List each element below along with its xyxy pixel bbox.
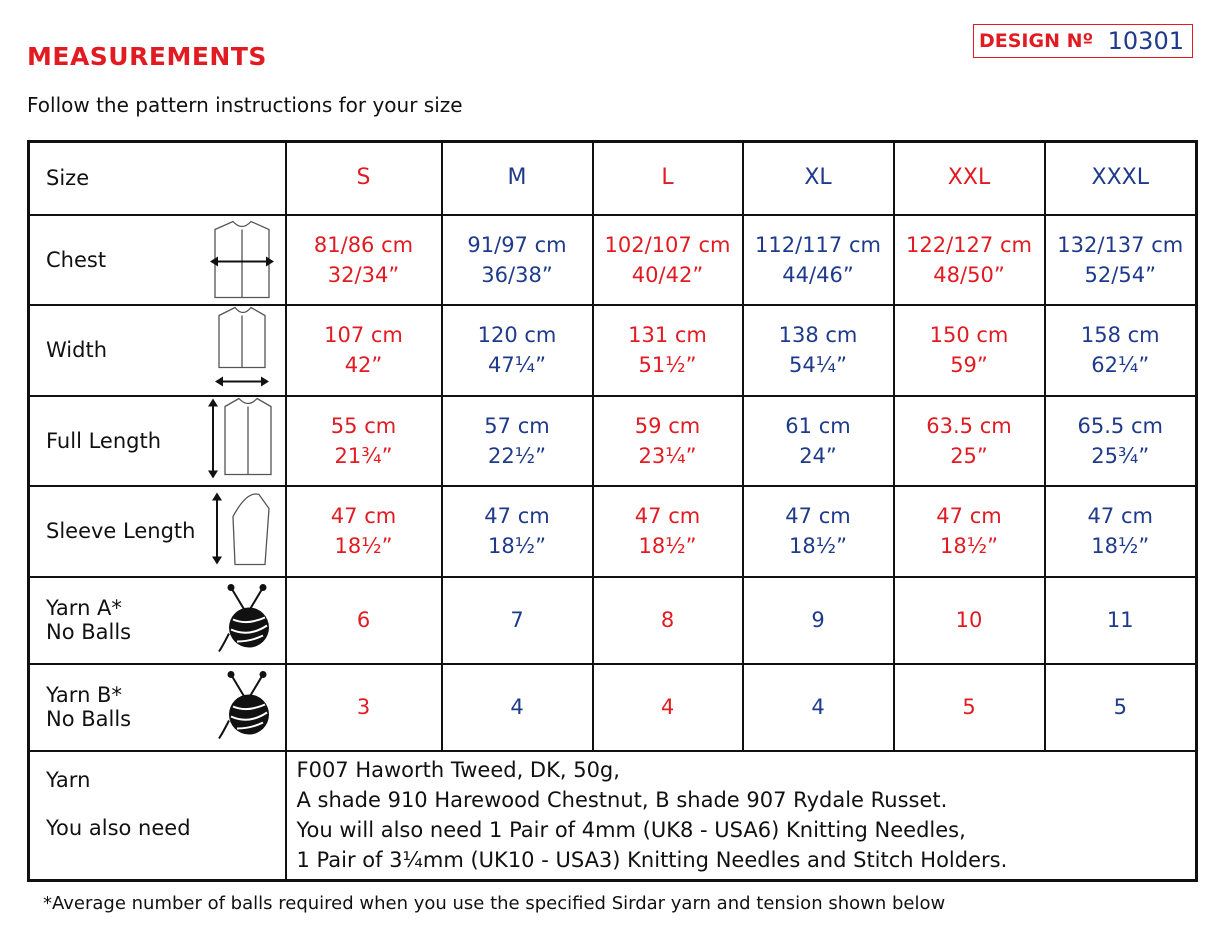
size-header: XXL bbox=[894, 142, 1045, 215]
chest-cm: 81/86 cm bbox=[313, 232, 414, 257]
length-in: 22½” bbox=[488, 443, 546, 468]
sleeve-cm: 47 cm bbox=[484, 504, 550, 528]
length-cm: 59 cm bbox=[634, 413, 701, 438]
width-garment-icon bbox=[207, 306, 277, 395]
yarn-text-line: 1 Pair of 3¼mm (UK10 - USA3) Knitting Needles and Stitch Holders. bbox=[296, 848, 1008, 873]
also-need-label: You also need bbox=[46, 815, 191, 840]
sleeve-cm: 47 cm bbox=[1087, 504, 1153, 528]
table-row bbox=[29, 305, 1197, 396]
row-label-full-length: Full Length bbox=[29, 396, 286, 486]
length-in: 21¾” bbox=[334, 443, 393, 468]
measurements-table bbox=[27, 140, 1198, 882]
width-cm: 107 cm bbox=[324, 323, 403, 347]
sleeve-in: 18½” bbox=[1091, 534, 1150, 558]
sleeve-cm: 47 cm bbox=[785, 504, 851, 528]
width-cm: 131 cm bbox=[628, 323, 707, 347]
sleeve-length-icon bbox=[207, 487, 277, 576]
yarn-info-labels bbox=[29, 751, 286, 881]
sleeve-cm: 47 cm bbox=[330, 504, 397, 528]
size-header: M bbox=[442, 142, 593, 215]
yarn-ball-needles-icon bbox=[217, 582, 277, 659]
size-header: S bbox=[286, 142, 442, 215]
length-cm: 55 cm bbox=[330, 413, 397, 438]
yarn-text-line: A shade 910 Harewood Chestnut, B shade 907 Rydale Russet. bbox=[296, 788, 948, 813]
chest-garment-icon bbox=[207, 215, 277, 304]
chest-cm: 112/117 cm bbox=[755, 232, 881, 257]
width-cm: 150 cm bbox=[929, 323, 1009, 347]
length-in: 23¼” bbox=[638, 443, 697, 468]
table-row bbox=[29, 215, 1197, 305]
design-number-box bbox=[973, 24, 1193, 58]
length-cm: 65.5 cm bbox=[1077, 413, 1163, 438]
sleeve-in: 18½” bbox=[789, 534, 847, 558]
size-header: XXXL bbox=[1045, 142, 1197, 215]
table-row bbox=[29, 396, 1197, 486]
width-cm: 120 cm bbox=[477, 323, 557, 347]
table-row bbox=[29, 577, 1197, 664]
length-cm: 63.5 cm bbox=[926, 413, 1012, 438]
chest-cm: 122/127 cm bbox=[906, 232, 1032, 257]
yarn-text-line: F007 Haworth Tweed, DK, 50g, bbox=[296, 758, 620, 783]
length-cm: 57 cm bbox=[484, 413, 550, 438]
full-length-garment-icon bbox=[207, 396, 277, 485]
sleeve-in: 18½” bbox=[488, 534, 546, 558]
yarn-b-balls: 5 bbox=[1045, 664, 1197, 751]
width-in: 42” bbox=[344, 353, 383, 377]
page-title: MEASUREMENTS bbox=[27, 42, 267, 71]
chest-in: 40/42” bbox=[631, 262, 704, 287]
yarn-ball-needles-icon bbox=[217, 669, 277, 746]
row-label-sleeve-length: Sleeve Length bbox=[29, 486, 286, 577]
sleeve-cm: 47 cm bbox=[634, 504, 701, 528]
yarn-info-text bbox=[286, 751, 1197, 881]
width-in: 62¼” bbox=[1091, 353, 1150, 377]
subtitle: Follow the pattern instructions for your size bbox=[27, 93, 463, 117]
row-label-chest: Chest bbox=[29, 215, 286, 305]
row-label-width: Width bbox=[29, 305, 286, 396]
width-in: 54¼” bbox=[789, 353, 847, 377]
table-row bbox=[29, 486, 1197, 577]
yarn-label: Yarn bbox=[46, 767, 91, 792]
sleeve-in: 18½” bbox=[638, 534, 697, 558]
yarn-b-balls: 4 bbox=[593, 664, 743, 751]
design-label: DESIGN Nº bbox=[979, 30, 1094, 52]
width-cm: 138 cm bbox=[778, 323, 858, 347]
yarn-b-balls: 4 bbox=[442, 664, 593, 751]
width-in: 51½” bbox=[638, 353, 697, 377]
yarn-a-balls: 11 bbox=[1045, 577, 1197, 664]
sleeve-cm: 47 cm bbox=[936, 504, 1002, 528]
yarn-a-balls: 8 bbox=[593, 577, 743, 664]
chest-in: 52/54” bbox=[1084, 262, 1156, 287]
chest-in: 48/50” bbox=[933, 262, 1005, 287]
design-number: 10301 bbox=[1107, 27, 1184, 55]
row-label-yarn-a: Yarn A* No Balls bbox=[29, 577, 286, 664]
length-in: 25¾” bbox=[1091, 443, 1150, 468]
chest-in: 44/46” bbox=[782, 262, 854, 287]
yarn-info-row bbox=[29, 751, 1197, 881]
yarn-b-balls: 4 bbox=[743, 664, 894, 751]
size-header: XL bbox=[743, 142, 894, 215]
chest-in: 32/34” bbox=[327, 262, 400, 287]
width-in: 59” bbox=[950, 353, 988, 377]
row-label-yarn-b: Yarn B* No Balls bbox=[29, 664, 286, 751]
table-row bbox=[29, 664, 1197, 751]
yarn-a-balls: 9 bbox=[743, 577, 894, 664]
sleeve-in: 18½” bbox=[334, 534, 393, 558]
size-header: L bbox=[593, 142, 743, 215]
size-label: Size bbox=[29, 142, 286, 215]
chest-cm: 102/107 cm bbox=[604, 232, 731, 257]
yarn-text-line: You will also need 1 Pair of 4mm (UK8 - USA6) Knitting Needles, bbox=[296, 818, 966, 843]
width-cm: 158 cm bbox=[1080, 323, 1160, 347]
width-in: 47¼” bbox=[488, 353, 546, 377]
yarn-b-balls: 3 bbox=[286, 664, 442, 751]
length-in: 25” bbox=[950, 443, 988, 468]
size-row bbox=[29, 142, 1197, 215]
footnote: *Average number of balls required when you use the specified Sirdar yarn and tension shown below bbox=[43, 893, 946, 914]
yarn-a-balls: 10 bbox=[894, 577, 1045, 664]
yarn-b-balls: 5 bbox=[894, 664, 1045, 751]
chest-in: 36/38” bbox=[481, 262, 553, 287]
sleeve-in: 18½” bbox=[940, 534, 998, 558]
yarn-a-balls: 7 bbox=[442, 577, 593, 664]
yarn-a-balls: 6 bbox=[286, 577, 442, 664]
chest-cm: 91/97 cm bbox=[467, 232, 567, 257]
length-in: 24” bbox=[799, 443, 837, 468]
length-cm: 61 cm bbox=[785, 413, 851, 438]
chest-cm: 132/137 cm bbox=[1057, 232, 1184, 257]
